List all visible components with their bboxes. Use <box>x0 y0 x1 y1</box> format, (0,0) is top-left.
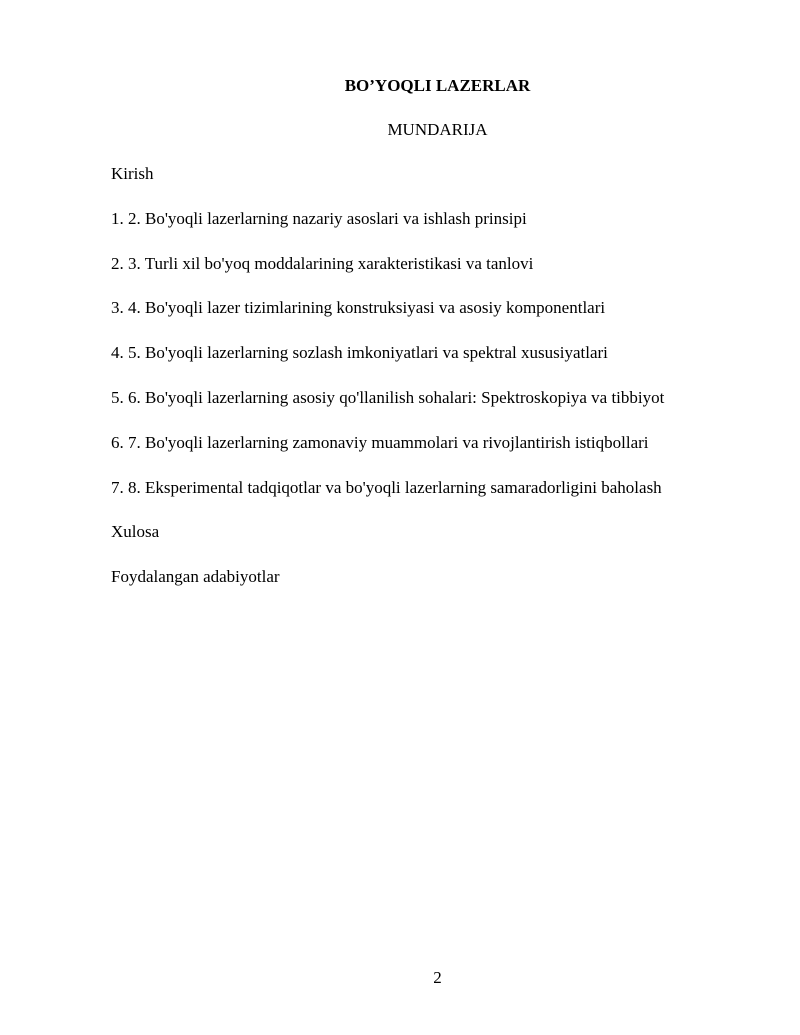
toc-item-2: 2. 3. Turli xil bo'yoq moddalarining xarakteristikasi va tanlovi <box>111 253 534 273</box>
toc-item-introduction: Kirish <box>111 164 154 183</box>
toc-item-6: 6. 7. Bo'yoqli lazerlarning zamonaviy muammolari va rivojlantirish istiqbollari <box>111 432 649 452</box>
toc-item-4: 4. 5. Bo'yoqli lazerlarning sozlash imkoniyatlari va spektral xususiyatlari <box>111 343 608 363</box>
document-title: BO’YOQLI LAZERLAR <box>344 76 531 95</box>
toc-item-5: 5. 6. Bo'yoqli lazerlarning asosiy qo'llanilish sohalari: Spektroskopiya va tibbiyot <box>111 387 665 407</box>
table-of-contents <box>111 163 751 611</box>
contents-heading: MUNDARIJA <box>387 120 488 139</box>
toc-item-1: 1. 2. Bo'yoqli lazerlarning nazariy asoslari va ishlash prinsipi <box>111 208 527 228</box>
toc-item-conclusion: Xulosa <box>111 522 160 542</box>
toc-item-7: 7. 8. Eksperimental tadqiqotlar va bo'yoqli lazerlarning samaradorligini baholash <box>111 477 662 497</box>
page-number: 2 <box>433 968 442 987</box>
toc-item-references: Foydalangan adabiyotlar <box>111 567 280 587</box>
toc-item-3: 3. 4. Bo'yoqli lazer tizimlarining konstruksiyasi va asosiy komponentlari <box>111 298 606 318</box>
